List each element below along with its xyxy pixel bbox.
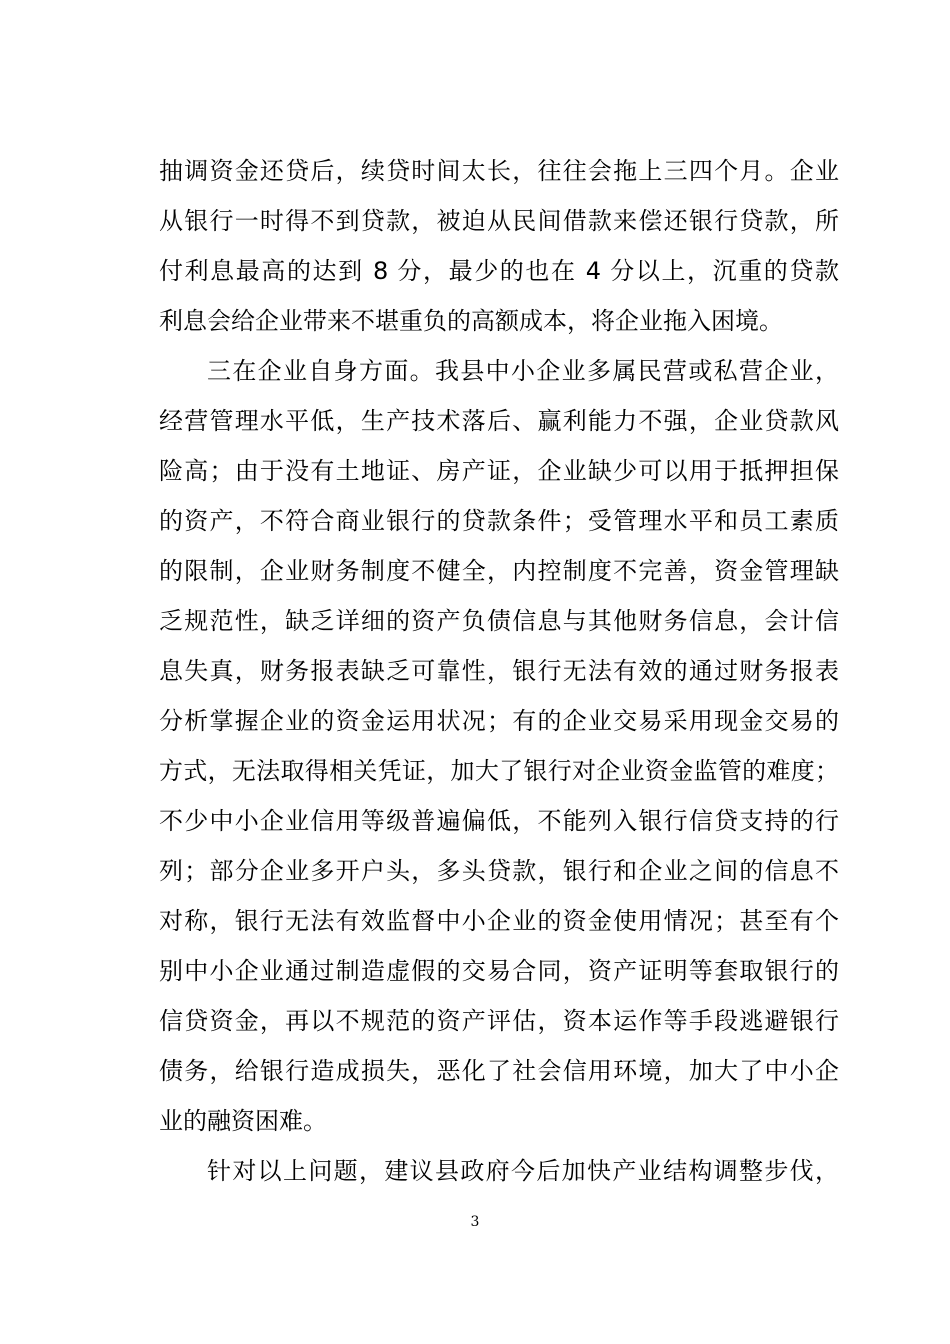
text-line: 方式，无法取得相关凭证，加大了银行对企业资金监管的难度； [159,757,839,785]
page-number: 3 [470,1214,480,1230]
text-line: 险高；由于没有土地证、房产证，企业缺少可以用于抵押担保 [159,457,839,485]
document-body [159,146,839,1196]
text-line: 对称，银行无法有效监督中小企业的资金使用情况；甚至有个 [159,907,839,935]
text-line: 分析掌握企业的资金运用状况；有的企业交易采用现金交易的 [159,707,839,735]
text-line: 不少中小企业信用等级普遍偏低，不能列入银行信贷支持的行 [159,807,839,835]
text-line: 经营管理水平低，生产技术落后、赢利能力不强，企业贷款风 [159,407,839,435]
text-line: 付利息最高的达到 8 分，最少的也在 4 分以上，沉重的贷款 [159,257,839,285]
text-line: 从银行一时得不到贷款，被迫从民间借款来偿还银行贷款，所 [159,207,839,235]
text-line: 乏规范性，缺乏详细的资产负债信息与其他财务信息，会计信 [159,607,839,635]
paragraph-start-line: 三在企业自身方面。我县中小企业多属民营或私营企业， [207,357,839,385]
text-line: 抽调资金还贷后，续贷时间太长，往往会拖上三四个月。企业 [159,157,839,185]
text-line: 信贷资金，再以不规范的资产评估，资本运作等手段逃避银行 [159,1007,839,1035]
text-line: 债务，给银行造成损失，恶化了社会信用环境，加大了中小企 [159,1057,839,1085]
text-line: 息失真，财务报表缺乏可靠性，银行无法有效的通过财务报表 [159,657,839,685]
text-line: 的限制，企业财务制度不健全，内控制度不完善，资金管理缺 [159,557,839,585]
text-line: 利息会给企业带来不堪重负的高额成本，将企业拖入困境。 [159,307,783,335]
text-line: 别中小企业通过制造虚假的交易合同，资产证明等套取银行的 [159,957,839,985]
text-line: 的资产，不符合商业银行的贷款条件；受管理水平和员工素质 [159,507,839,535]
text-line: 列；部分企业多开户头，多头贷款，银行和企业之间的信息不 [159,857,839,885]
text-line: 业的融资困难。 [159,1107,327,1135]
paragraph-start-line: 针对以上问题，建议县政府今后加快产业结构调整步伐， [207,1157,839,1185]
